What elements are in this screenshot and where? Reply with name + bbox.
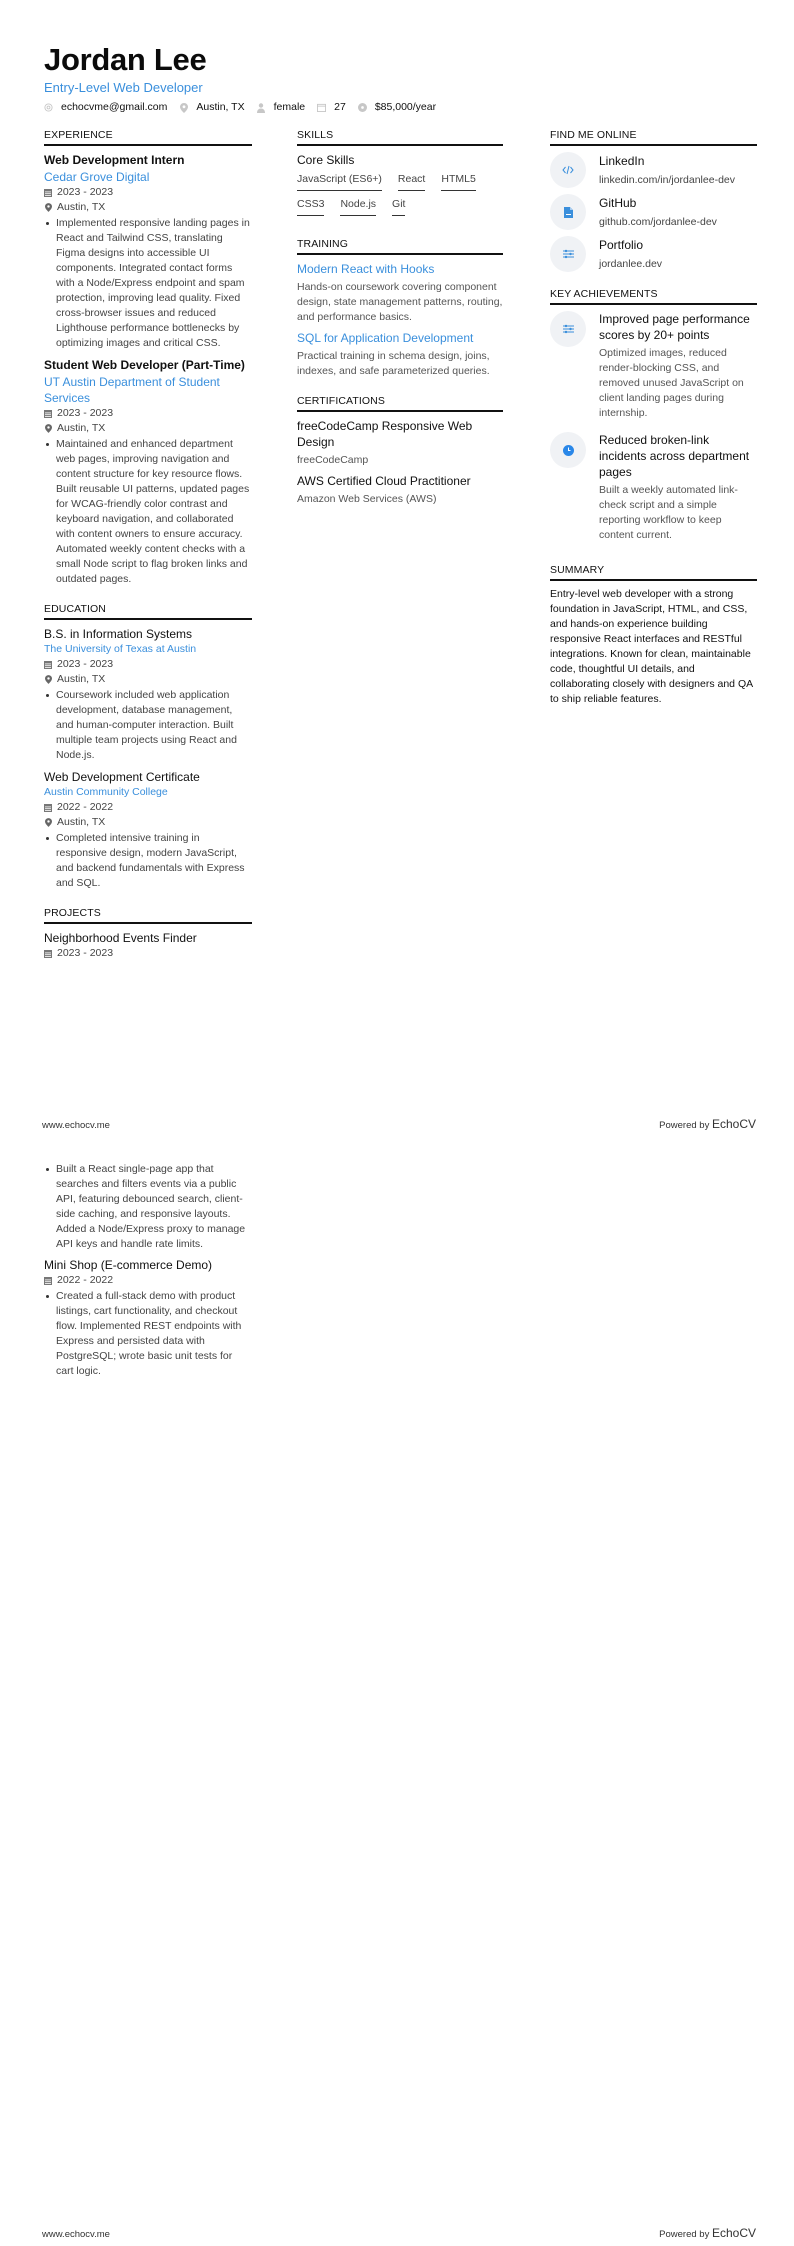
date-range-value: 2022 - 2022 [57,1274,114,1286]
achievement-description: Optimized images, reduced render-blocking CSS, and removed unused JavaScript on client landing pages during internship. [599,347,744,419]
left-column [44,129,252,977]
project-entry [44,930,252,961]
bullet-item: Completed intensive training in responsive design, modern JavaScript, and backend fundamentals with Express and SQL. [44,831,252,891]
location-value: Austin, TX [57,673,106,685]
page-footer [42,2226,756,2240]
training-section [297,238,503,379]
summary-text: Entry-level web developer with a strong foundation in JavaScript, HTML, and CSS, and hands-on experience building responsive React interfaces and RESTful integrations. Known for clean, maintainable code, thoughtful UI details, and collaborating closely with designers and QA to ship reliable features. [550,588,753,705]
job-location [44,200,252,215]
school-name: Austin Community College [44,786,168,798]
powered-by-label: Powered by [659,1120,710,1131]
bullet-item: Built a React single-page app that searches and filters events via a public API, featuring debounced search, client-side caching, and responsive layouts. Added a Node/Express proxy to manage API keys and handle rate limits. [44,1162,252,1252]
achievement-item [550,311,757,426]
at-icon [44,103,53,112]
section-heading: EDUCATION [44,603,252,620]
achievements-section [550,288,757,548]
location-pin-icon [44,424,52,433]
job-title: Web Development Intern [44,153,185,167]
date-range [44,800,252,815]
section-heading: PROJECTS [44,907,252,924]
date-range [44,657,252,672]
experience-entry [44,152,252,351]
project-name: Neighborhood Events Finder [44,931,197,945]
middle-column [297,129,503,522]
certification-title: freeCodeCamp Responsive Web Design [297,419,473,449]
project-bullets [44,1289,252,1379]
date-range-value: 2023 - 2023 [57,407,114,419]
summary-section [550,564,757,707]
section-heading: EXPERIENCE [44,129,252,146]
skill-tag: Git [392,197,405,216]
footer-site-link[interactable]: www.echocv.me [42,2229,110,2240]
company-name: Cedar Grove Digital [44,170,150,184]
calendar-icon [44,803,52,812]
education-bullets [44,831,252,891]
contact-gender-value: female [273,101,306,113]
candidate-title: Entry-Level Web Developer [44,80,203,95]
school-location [44,815,252,830]
section-heading: SUMMARY [550,564,757,581]
date-range [44,946,252,961]
experience-entry [44,357,252,587]
link-label: GitHub [599,196,637,210]
certifications-section [297,395,503,506]
section-heading: TRAINING [297,238,503,255]
skill-group-title: Core Skills [297,153,355,167]
online-link-portfolio[interactable] [550,236,757,272]
degree-title: B.S. in Information Systems [44,627,193,641]
skill-tag: CSS3 [297,197,324,216]
section-heading: FIND ME ONLINE [550,129,757,146]
training-description: Practical training in schema design, joins, indexes, and safe parameterized queries. [297,350,490,377]
education-bullets [44,688,252,763]
location-pin-icon [44,818,52,827]
projects-section [44,907,252,961]
contact-salary-value: $85,000/year [374,101,437,113]
location-value: Austin, TX [57,201,106,213]
sliders-icon [550,236,586,272]
degree-title: Web Development Certificate [44,770,200,784]
skill-tags [297,172,503,222]
section-heading: KEY ACHIEVEMENTS [550,288,757,305]
date-range-value: 2023 - 2023 [57,947,114,959]
link-url[interactable]: linkedin.com/in/jordanlee-dev [599,174,735,186]
brand-name[interactable]: EchoCV [711,2226,756,2240]
experience-section [44,129,252,587]
achievement-description: Built a weekly automated link-check script and a simple reporting workflow to keep content current. [599,484,738,541]
salary-icon [358,103,367,112]
achievement-title: Improved page performance scores by 20+ points [599,312,750,342]
section-heading: SKILLS [297,129,503,146]
education-section [44,603,252,891]
calendar-icon [44,188,52,197]
contact-email-value: echocvme@gmail.com [61,101,168,113]
online-section [550,129,757,272]
calendar-icon [44,949,52,958]
section-heading: CERTIFICATIONS [297,395,503,412]
skill-tag: Node.js [340,197,376,216]
clock-icon [550,432,586,468]
calendar-icon [44,1276,52,1285]
project-entry [44,1257,252,1379]
location-pin-icon [44,203,52,212]
project-name: Mini Shop (E-commerce Demo) [44,1258,213,1272]
job-title: Student Web Developer (Part-Time) [44,358,245,372]
bullet-item: Coursework included web application development, database management, and human-computer interaction. Built multiple team projects using React and Node.js. [44,688,252,763]
school-name: The University of Texas at Austin [44,643,197,655]
company-name: UT Austin Department of Student Services [44,375,220,405]
training-title: SQL for Application Development [297,331,474,345]
sliders-icon [550,311,586,347]
job-bullets [44,216,252,351]
certification-issuer: freeCodeCamp [297,454,369,466]
skill-tag: HTML5 [441,172,475,191]
calendar-icon [44,660,52,669]
date-range [44,185,252,200]
date-range [44,406,252,421]
calendar-icon [44,409,52,418]
contact-gender [257,101,306,113]
bullet-item: Maintained and enhanced department web pages, improving navigation and content structure for key resource flows. Built reusable UI patterns, updated pages for WCAG-friendly color contrast and keyboard navigation, and collaborated with content owners to ensure accuracy. Automated weekly content checks with a small Node script to flag broken links and outdated pages. [44,437,252,587]
job-location [44,421,252,436]
document-icon [550,194,586,230]
right-column [550,129,757,723]
contact-bar [44,101,448,113]
contact-location [179,101,244,113]
skill-tag: JavaScript (ES6+) [297,172,382,191]
brand-name[interactable]: EchoCV [711,1117,756,1131]
location-value: Austin, TX [57,816,106,828]
location-pin-icon [179,103,188,112]
online-link-linkedin[interactable] [550,152,757,188]
date-range-value: 2022 - 2022 [57,801,114,813]
left-column-continued [44,1161,252,1385]
certification-issuer: Amazon Web Services (AWS) [297,493,437,505]
link-label: LinkedIn [599,154,645,168]
code-icon [550,152,586,188]
bullet-item: Created a full-stack demo with product listings, cart functionality, and checkout flow. Implemented REST endpoints with Express and persisted data with PostgreSQL; wrote basic unit tests for cart logic. [44,1289,252,1379]
date-range-value: 2023 - 2023 [57,658,114,670]
online-link-github[interactable] [550,194,757,230]
school-location [44,672,252,687]
contact-age-value: 27 [334,101,346,113]
powered-by-label: Powered by [659,2229,710,2240]
achievement-title: Reduced broken-link incidents across department pages [599,433,750,479]
date-range-value: 2023 - 2023 [57,186,114,198]
candidate-name: Jordan Lee [44,42,207,77]
link-url[interactable]: jordanlee.dev [599,258,663,270]
contact-salary [358,101,436,113]
person-icon [257,103,266,112]
date-range [44,1273,252,1288]
contact-email [44,101,167,113]
footer-site-link[interactable]: www.echocv.me [42,1120,110,1131]
link-url[interactable]: github.com/jordanlee-dev [599,216,717,228]
powered-by [659,2226,756,2240]
link-label: Portfolio [599,238,644,252]
calendar-icon [317,103,326,112]
training-description: Hands-on coursework covering component design, state management patterns, routing, and performance basics. [297,281,503,323]
skills-section [297,129,503,222]
project-bullets [44,1162,252,1252]
resume-header [44,42,448,113]
contact-location-value: Austin, TX [196,101,245,113]
location-pin-icon [44,675,52,684]
bullet-item: Implemented responsive landing pages in React and Tailwind CSS, translating Figma designs into accessible UI components. Integrated contact forms with a Node/Express endpoint and spam protection, improving lead quality. Fixed cross-browser issues and reduced Lighthouse performance bottlenecks by optimizing images and critical CSS. [44,216,252,351]
achievement-item [550,432,757,548]
training-title: Modern React with Hooks [297,262,435,276]
job-bullets [44,437,252,587]
certification-title: AWS Certified Cloud Practitioner [297,474,471,488]
education-entry [44,626,252,763]
skill-tag: React [398,172,425,191]
location-value: Austin, TX [57,422,106,434]
education-entry [44,769,252,891]
contact-age [317,101,346,113]
